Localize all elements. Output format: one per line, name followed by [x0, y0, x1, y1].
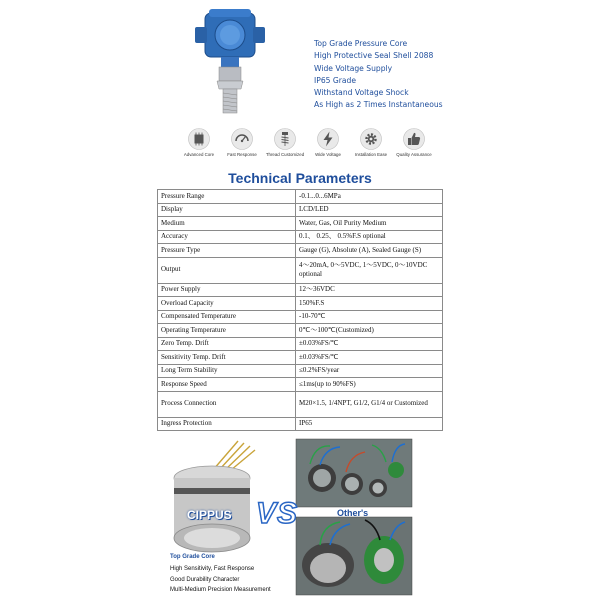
param-name: Long Term Stability	[158, 364, 296, 378]
icon-label: Fast Response	[227, 152, 257, 157]
feature-item: Top Grade Pressure Core	[314, 39, 408, 48]
others-sensor-photo-bottom	[296, 517, 412, 595]
technical-parameters-table	[157, 189, 443, 431]
table-row	[158, 417, 443, 431]
feature-item: IP65 Grade	[314, 75, 357, 85]
table-row	[158, 324, 443, 338]
param-name: Response Speed	[158, 378, 296, 392]
param-value: ≤1ms(up to 90%FS)	[296, 378, 443, 392]
table-row	[158, 337, 443, 351]
technical-parameters-heading: Technical Parameters	[228, 170, 372, 186]
comparison-illustration	[0, 436, 600, 600]
product-header	[0, 0, 600, 125]
others-label: Other's	[337, 508, 369, 518]
cippus-brand-label: CIPPUS	[187, 508, 232, 522]
feature-item: Withstand Voltage Shock	[314, 88, 409, 98]
table-row	[158, 283, 443, 297]
advantage-title: Top Grade Core	[170, 554, 215, 560]
param-name: Process Connection	[158, 391, 296, 417]
param-name: Accuracy	[158, 230, 296, 244]
param-value: ±0.03%FS/℃	[296, 351, 443, 365]
param-name: Pressure Type	[158, 244, 296, 258]
param-value: 12～36VDC	[296, 283, 443, 297]
param-name: Compensated Temperature	[158, 310, 296, 324]
icon-label: Installation Ease	[354, 152, 388, 157]
param-name: Sensitivity Temp. Drift	[158, 351, 296, 365]
param-value: 0℃～100℃(Customized)	[296, 324, 443, 338]
param-value: M20×1.5, 1/4NPT, G1/2, G1/4 or Customized	[296, 391, 443, 417]
others-sensor-photo-top	[296, 439, 412, 507]
icon-label: Thread Customized	[265, 152, 305, 157]
table-row	[158, 310, 443, 324]
advantage-item: High Sensitivity, Fast Response	[170, 566, 255, 572]
thread-icon	[274, 128, 296, 150]
param-name: Zero Temp. Drift	[158, 337, 296, 351]
table-row	[158, 244, 443, 258]
icon-advanced-core	[176, 128, 222, 157]
table-row	[158, 378, 443, 392]
thumbs-up-icon	[403, 128, 425, 150]
param-value: Gauge (G), Absolute (A), Sealed Gauge (S)	[296, 244, 443, 258]
param-name: Power Supply	[158, 283, 296, 297]
icon-wide-voltage	[305, 128, 351, 157]
param-name: Pressure Range	[158, 190, 296, 204]
param-name: Ingress Protection	[158, 417, 296, 431]
param-name: Output	[158, 257, 296, 283]
table-row	[158, 257, 443, 283]
param-name: Overload Capacity	[158, 297, 296, 311]
param-value: 150%F.S	[296, 297, 443, 311]
param-value: 4～20mA, 0～5VDC, 1～5VDC, 0～10VDC optional	[296, 257, 443, 283]
param-value: 0.1、 0.25、 0.5%F.S optional	[296, 230, 443, 244]
param-value: Water, Gas, Oil Purity Medium	[296, 217, 443, 231]
table-row	[158, 364, 443, 378]
cippus-sensor-image	[174, 441, 255, 552]
feature-item: Wide Voltage Supply	[314, 63, 393, 73]
feature-item: As High as 2 Times Instantaneous	[314, 100, 443, 110]
icon-fast-response	[219, 128, 265, 157]
param-value: IP65	[296, 417, 443, 431]
gear-icon	[360, 128, 382, 150]
param-value: LCD/LED	[296, 203, 443, 217]
pressure-transmitter-image	[195, 5, 265, 117]
feature-item: High Protective Seal Shell 2088	[314, 51, 434, 61]
gauge-icon	[231, 128, 253, 150]
advantage-item: Multi-Medium Precision Measurement	[170, 587, 271, 593]
feature-list	[314, 38, 443, 112]
icon-installation-ease	[348, 128, 394, 157]
table-row	[158, 297, 443, 311]
table-row	[158, 230, 443, 244]
param-value: ±0.03%FS/℃	[296, 337, 443, 351]
table-row	[158, 190, 443, 204]
icon-label: Advanced Core	[183, 152, 215, 157]
icon-label: Wide Voltage	[315, 152, 341, 157]
param-name: Display	[158, 203, 296, 217]
feature-icon-row	[176, 128, 436, 166]
icon-thread-customized	[262, 128, 308, 157]
lightning-icon	[317, 128, 339, 150]
table-row	[158, 217, 443, 231]
vs-label: VS	[256, 497, 299, 530]
icon-quality-assurance	[391, 128, 437, 157]
param-name: Operating Temperature	[158, 324, 296, 338]
table-row	[158, 391, 443, 417]
chip-icon	[188, 128, 210, 150]
advantage-list	[170, 564, 271, 596]
table-row	[158, 203, 443, 217]
param-value: ≤0.2%FS/year	[296, 364, 443, 378]
table-row	[158, 351, 443, 365]
param-value: -0.1...0...6MPa	[296, 190, 443, 204]
advantage-item: Good Durability Character	[170, 576, 240, 583]
param-value: -10-70℃	[296, 310, 443, 324]
param-name: Medium	[158, 217, 296, 231]
icon-label: Quality Assurance	[396, 152, 432, 157]
